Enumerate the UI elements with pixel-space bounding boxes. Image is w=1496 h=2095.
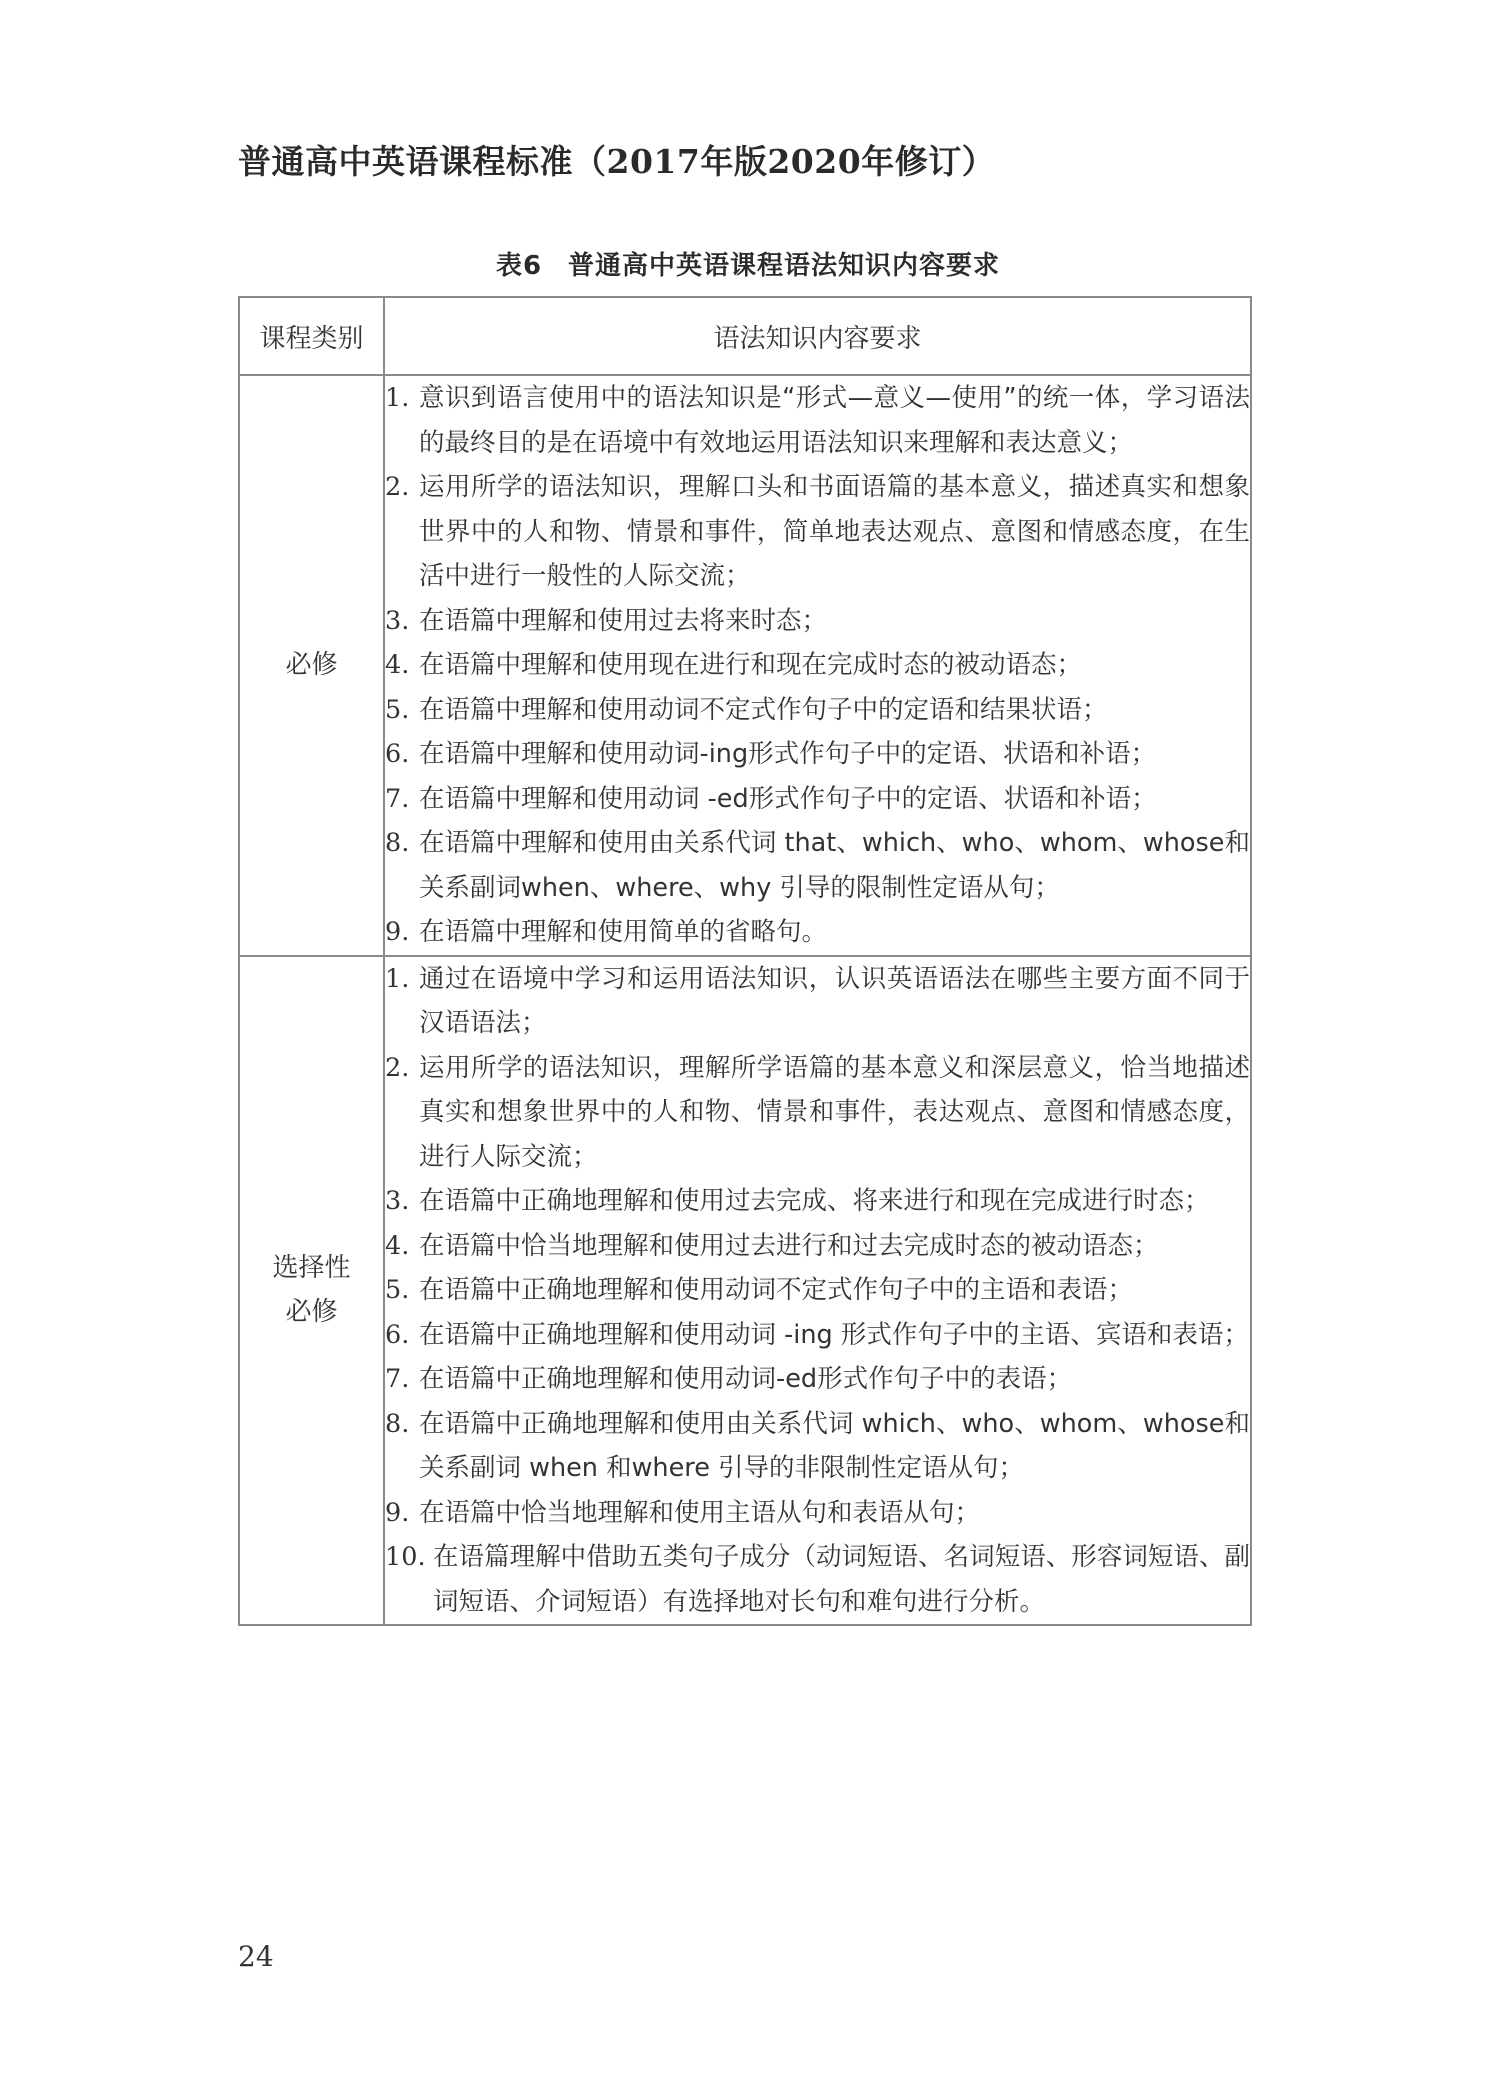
item-text: 在语篇中恰当地理解和使用过去进行和过去完成时态的被动语态； <box>419 1230 1159 1261</box>
table-caption-label: 表6 <box>495 251 543 281</box>
list-item <box>385 821 1250 910</box>
table-caption-title: 普通高中英语课程语法知识内容要求 <box>568 251 1001 281</box>
list-item <box>385 688 1250 733</box>
requirements-cell <box>384 956 1251 1626</box>
course-category-cell <box>239 375 384 956</box>
table-header-row <box>239 297 1251 375</box>
item-number: 7. <box>385 783 410 814</box>
grammar-requirements-table <box>238 296 1252 1626</box>
list-item <box>385 910 1250 955</box>
item-number: 3. <box>385 605 410 636</box>
header-course-category: 课程类别 <box>239 297 384 375</box>
item-text: 在语篇中正确地理解和使用动词 -ing 形式作句子中的主语、宾语和表语； <box>419 1319 1249 1350</box>
item-text: 运用所学的语法知识，理解口头和书面语篇的基本意义，描述真实和想象世界中的人和物、情景和事件，简单地表达观点、意图和情感态度，在生活中进行一般性的人际交流； <box>419 472 1250 591</box>
item-number: 5. <box>385 1275 410 1305</box>
list-item <box>385 1224 1250 1269</box>
list-item <box>385 1357 1250 1402</box>
item-number: 8. <box>385 828 410 858</box>
item-text: 在语篇中理解和使用由关系代词 that、which、who、whom、whose和关系副词when、where、why 引导的限制性定语从句； <box>419 828 1250 903</box>
list-item <box>385 643 1250 688</box>
item-text: 在语篇中正确地理解和使用由关系代词 which、who、whom、whose和关系副词 when 和where 引导的非限制性定语从句； <box>419 1408 1250 1483</box>
item-text: 在语篇中恰当地理解和使用主语从句和表语从句； <box>419 1497 981 1528</box>
table-row <box>239 375 1251 956</box>
course-category-label: 必修 <box>285 650 338 681</box>
list-item <box>385 1313 1250 1358</box>
item-number: 4. <box>385 1230 410 1261</box>
item-text: 意识到语言使用中的语法知识是“形式—意义—使用”的统一体，学习语法的最终目的是在语境中有效地运用语法知识来理解和表达意义； <box>419 383 1250 458</box>
item-number: 4. <box>385 650 410 680</box>
list-item <box>385 1491 1250 1536</box>
list-item <box>385 732 1250 777</box>
item-number: 1. <box>385 963 410 994</box>
item-text: 在语篇中理解和使用简单的省略句。 <box>419 917 828 947</box>
item-number: 9. <box>385 917 410 947</box>
item-number: 5. <box>385 694 410 725</box>
item-text: 在语篇中理解和使用动词不定式作句子中的定语和结果状语； <box>419 694 1108 725</box>
item-text: 在语篇中正确地理解和使用动词-ed形式作句子中的表语； <box>419 1364 1073 1394</box>
item-text: 通过在语境中学习和运用语法知识，认识英语语法在哪些主要方面不同于汉语语法； <box>419 963 1250 1038</box>
running-title: 普通高中英语课程标准（2017年版2020年修订） <box>238 142 996 181</box>
list-item <box>385 777 1250 822</box>
item-number: 6. <box>385 1319 410 1350</box>
item-text: 在语篇中理解和使用现在进行和现在完成时态的被动语态； <box>419 650 1083 680</box>
list-item <box>385 1535 1250 1624</box>
item-number: 9. <box>385 1497 410 1528</box>
requirements-list <box>385 376 1250 955</box>
item-text: 在语篇中理解和使用过去将来时态； <box>419 605 828 636</box>
list-item <box>385 376 1250 465</box>
item-text: 运用所学的语法知识，理解所学语篇的基本意义和深层意义，恰当地描述真实和想象世界中的人和物、情景和事件，表达观点、意图和情感态度，进行人际交流； <box>419 1052 1250 1172</box>
list-item <box>385 599 1250 644</box>
table-caption <box>0 245 1496 282</box>
page-number: 24 <box>238 1940 274 1973</box>
item-number: 3. <box>385 1186 410 1216</box>
item-number: 6. <box>385 739 410 769</box>
item-text: 在语篇中理解和使用动词-ing形式作句子中的定语、状语和补语； <box>419 739 1157 769</box>
item-number: 10. <box>385 1542 426 1572</box>
course-category-label: 必修 <box>285 1297 338 1328</box>
list-item <box>385 1179 1250 1224</box>
item-number: 7. <box>385 1364 410 1394</box>
item-text: 在语篇中正确地理解和使用动词不定式作句子中的主语和表语； <box>419 1275 1134 1305</box>
item-text: 在语篇理解中借助五类句子成分（动词短语、名词短语、形容词短语、副词短语、介词短语）有选择地对长句和难句进行分析。 <box>433 1542 1250 1617</box>
header-grammar-requirements: 语法知识内容要求 <box>384 297 1251 375</box>
list-item <box>385 957 1250 1046</box>
requirements-cell <box>384 375 1251 956</box>
list-item <box>385 1402 1250 1491</box>
item-number: 2. <box>385 1052 410 1083</box>
item-number: 2. <box>385 472 410 502</box>
item-text: 在语篇中正确地理解和使用过去完成、将来进行和现在完成进行时态； <box>419 1186 1210 1216</box>
list-item <box>385 1046 1250 1180</box>
item-number: 8. <box>385 1408 410 1439</box>
list-item <box>385 1268 1250 1313</box>
item-number: 1. <box>385 383 410 413</box>
course-category-cell <box>239 956 384 1626</box>
item-text: 在语篇中理解和使用动词 -ed形式作句子中的定语、状语和补语； <box>419 783 1157 814</box>
course-category-label: 选择性 <box>272 1253 351 1284</box>
requirements-list <box>385 957 1250 1625</box>
table-row <box>239 956 1251 1626</box>
list-item <box>385 465 1250 599</box>
